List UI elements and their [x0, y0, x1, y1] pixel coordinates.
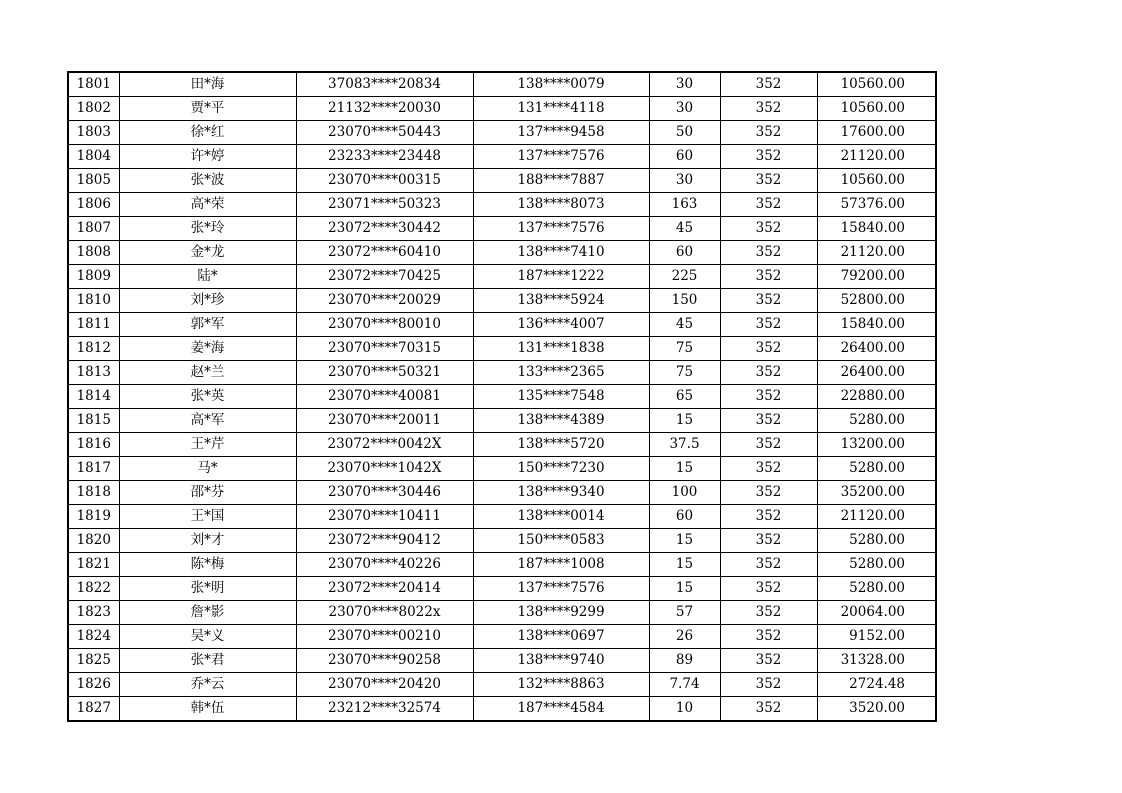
- name-cell: 贾*平: [119, 97, 296, 121]
- phone-cell: 131****1838: [473, 337, 649, 361]
- phone-cell: 187****1222: [473, 265, 649, 289]
- name-cell: 郭*军: [119, 313, 296, 337]
- phone-cell: 138****9740: [473, 649, 649, 673]
- quantity-cell: 15: [649, 529, 720, 553]
- quantity-cell: 225: [649, 265, 720, 289]
- amount-cell: 79200.00: [817, 265, 936, 289]
- id-number-cell: 23070****00315: [296, 169, 473, 193]
- amount-cell: 26400.00: [817, 361, 936, 385]
- row-number-cell: 1818: [68, 481, 119, 505]
- unit-price-cell: 352: [720, 673, 817, 697]
- amount-cell: 10560.00: [817, 169, 936, 193]
- unit-price-cell: 352: [720, 265, 817, 289]
- name-cell: 韩*伍: [119, 697, 296, 722]
- id-number-cell: 23233****23448: [296, 145, 473, 169]
- amount-cell: 9152.00: [817, 625, 936, 649]
- name-cell: 张*明: [119, 577, 296, 601]
- quantity-cell: 75: [649, 361, 720, 385]
- name-cell: 刘*才: [119, 529, 296, 553]
- amount-cell: 35200.00: [817, 481, 936, 505]
- quantity-cell: 15: [649, 409, 720, 433]
- name-cell: 张*君: [119, 649, 296, 673]
- quantity-cell: 15: [649, 577, 720, 601]
- quantity-cell: 60: [649, 505, 720, 529]
- table-row: [68, 457, 936, 481]
- amount-cell: 5280.00: [817, 553, 936, 577]
- data-table: [67, 71, 937, 722]
- quantity-cell: 45: [649, 217, 720, 241]
- unit-price-cell: 352: [720, 481, 817, 505]
- amount-cell: 57376.00: [817, 193, 936, 217]
- table-row: [68, 265, 936, 289]
- unit-price-cell: 352: [720, 241, 817, 265]
- id-number-cell: 23072****60410: [296, 241, 473, 265]
- row-number-cell: 1813: [68, 361, 119, 385]
- quantity-cell: 60: [649, 145, 720, 169]
- id-number-cell: 23072****30442: [296, 217, 473, 241]
- quantity-cell: 15: [649, 457, 720, 481]
- quantity-cell: 30: [649, 72, 720, 97]
- id-number-cell: 23212****32574: [296, 697, 473, 722]
- table-row: [68, 433, 936, 457]
- table-row: [68, 481, 936, 505]
- name-cell: 陈*梅: [119, 553, 296, 577]
- row-number-cell: 1809: [68, 265, 119, 289]
- row-number-cell: 1820: [68, 529, 119, 553]
- table-row: [68, 72, 936, 97]
- quantity-cell: 15: [649, 553, 720, 577]
- amount-cell: 26400.00: [817, 337, 936, 361]
- id-number-cell: 23070****20420: [296, 673, 473, 697]
- id-number-cell: 23072****0042X: [296, 433, 473, 457]
- name-cell: 高*荣: [119, 193, 296, 217]
- id-number-cell: 23070****10411: [296, 505, 473, 529]
- row-number-cell: 1801: [68, 72, 119, 97]
- id-number-cell: 23070****50321: [296, 361, 473, 385]
- row-number-cell: 1811: [68, 313, 119, 337]
- table-row: [68, 313, 936, 337]
- id-number-cell: 23070****40081: [296, 385, 473, 409]
- amount-cell: 5280.00: [817, 457, 936, 481]
- phone-cell: 187****1008: [473, 553, 649, 577]
- amount-cell: 17600.00: [817, 121, 936, 145]
- name-cell: 邵*芬: [119, 481, 296, 505]
- unit-price-cell: 352: [720, 649, 817, 673]
- name-cell: 王*国: [119, 505, 296, 529]
- unit-price-cell: 352: [720, 217, 817, 241]
- phone-cell: 133****2365: [473, 361, 649, 385]
- row-number-cell: 1819: [68, 505, 119, 529]
- id-number-cell: 23071****50323: [296, 193, 473, 217]
- quantity-cell: 65: [649, 385, 720, 409]
- table-row: [68, 289, 936, 313]
- id-number-cell: 37083****20834: [296, 72, 473, 97]
- table-row: [68, 601, 936, 625]
- amount-cell: 21120.00: [817, 145, 936, 169]
- id-number-cell: 21132****20030: [296, 97, 473, 121]
- name-cell: 许*婷: [119, 145, 296, 169]
- name-cell: 张*波: [119, 169, 296, 193]
- id-number-cell: 23070****1042X: [296, 457, 473, 481]
- table-row: [68, 409, 936, 433]
- name-cell: 詹*影: [119, 601, 296, 625]
- phone-cell: 138****7410: [473, 241, 649, 265]
- table-row: [68, 361, 936, 385]
- quantity-cell: 37.5: [649, 433, 720, 457]
- unit-price-cell: 352: [720, 433, 817, 457]
- amount-cell: 22880.00: [817, 385, 936, 409]
- phone-cell: 137****7576: [473, 145, 649, 169]
- row-number-cell: 1826: [68, 673, 119, 697]
- row-number-cell: 1802: [68, 97, 119, 121]
- unit-price-cell: 352: [720, 121, 817, 145]
- phone-cell: 150****7230: [473, 457, 649, 481]
- unit-price-cell: 352: [720, 457, 817, 481]
- phone-cell: 138****0014: [473, 505, 649, 529]
- phone-cell: 135****7548: [473, 385, 649, 409]
- unit-price-cell: 352: [720, 313, 817, 337]
- phone-cell: 138****0079: [473, 72, 649, 97]
- amount-cell: 5280.00: [817, 577, 936, 601]
- table-row: [68, 505, 936, 529]
- amount-cell: 31328.00: [817, 649, 936, 673]
- id-number-cell: 23070****20011: [296, 409, 473, 433]
- unit-price-cell: 352: [720, 553, 817, 577]
- id-number-cell: 23070****8022x: [296, 601, 473, 625]
- table-row: [68, 529, 936, 553]
- id-number-cell: 23070****00210: [296, 625, 473, 649]
- row-number-cell: 1807: [68, 217, 119, 241]
- row-number-cell: 1824: [68, 625, 119, 649]
- id-number-cell: 23070****40226: [296, 553, 473, 577]
- quantity-cell: 57: [649, 601, 720, 625]
- id-number-cell: 23070****70315: [296, 337, 473, 361]
- quantity-cell: 75: [649, 337, 720, 361]
- phone-cell: 138****0697: [473, 625, 649, 649]
- name-cell: 姜*海: [119, 337, 296, 361]
- table-row: [68, 577, 936, 601]
- row-number-cell: 1803: [68, 121, 119, 145]
- unit-price-cell: 352: [720, 529, 817, 553]
- table-row: [68, 145, 936, 169]
- quantity-cell: 150: [649, 289, 720, 313]
- phone-cell: 187****4584: [473, 697, 649, 722]
- amount-cell: 15840.00: [817, 313, 936, 337]
- row-number-cell: 1805: [68, 169, 119, 193]
- row-number-cell: 1821: [68, 553, 119, 577]
- phone-cell: 188****7887: [473, 169, 649, 193]
- unit-price-cell: 352: [720, 169, 817, 193]
- name-cell: 赵*兰: [119, 361, 296, 385]
- unit-price-cell: 352: [720, 97, 817, 121]
- quantity-cell: 89: [649, 649, 720, 673]
- table-row: [68, 193, 936, 217]
- row-number-cell: 1825: [68, 649, 119, 673]
- quantity-cell: 60: [649, 241, 720, 265]
- table-row: [68, 385, 936, 409]
- phone-cell: 138****5720: [473, 433, 649, 457]
- unit-price-cell: 352: [720, 361, 817, 385]
- unit-price-cell: 352: [720, 601, 817, 625]
- unit-price-cell: 352: [720, 697, 817, 722]
- unit-price-cell: 352: [720, 145, 817, 169]
- row-number-cell: 1815: [68, 409, 119, 433]
- phone-cell: 137****7576: [473, 577, 649, 601]
- unit-price-cell: 352: [720, 577, 817, 601]
- amount-cell: 20064.00: [817, 601, 936, 625]
- id-number-cell: 23072****70425: [296, 265, 473, 289]
- amount-cell: 21120.00: [817, 505, 936, 529]
- name-cell: 刘*珍: [119, 289, 296, 313]
- id-number-cell: 23072****20414: [296, 577, 473, 601]
- name-cell: 马*: [119, 457, 296, 481]
- table-body: [68, 72, 936, 721]
- phone-cell: 138****4389: [473, 409, 649, 433]
- phone-cell: 131****4118: [473, 97, 649, 121]
- table-row: [68, 553, 936, 577]
- table-row: [68, 625, 936, 649]
- id-number-cell: 23070****90258: [296, 649, 473, 673]
- table-row: [68, 337, 936, 361]
- name-cell: 徐*红: [119, 121, 296, 145]
- table-row: [68, 649, 936, 673]
- unit-price-cell: 352: [720, 625, 817, 649]
- row-number-cell: 1816: [68, 433, 119, 457]
- amount-cell: 5280.00: [817, 529, 936, 553]
- id-number-cell: 23070****80010: [296, 313, 473, 337]
- unit-price-cell: 352: [720, 385, 817, 409]
- unit-price-cell: 352: [720, 72, 817, 97]
- name-cell: 王*芹: [119, 433, 296, 457]
- phone-cell: 150****0583: [473, 529, 649, 553]
- amount-cell: 10560.00: [817, 97, 936, 121]
- amount-cell: 3520.00: [817, 697, 936, 722]
- name-cell: 陆*: [119, 265, 296, 289]
- quantity-cell: 163: [649, 193, 720, 217]
- phone-cell: 138****5924: [473, 289, 649, 313]
- id-number-cell: 23072****90412: [296, 529, 473, 553]
- quantity-cell: 50: [649, 121, 720, 145]
- amount-cell: 52800.00: [817, 289, 936, 313]
- id-number-cell: 23070****50443: [296, 121, 473, 145]
- table-row: [68, 169, 936, 193]
- amount-cell: 15840.00: [817, 217, 936, 241]
- phone-cell: 132****8863: [473, 673, 649, 697]
- row-number-cell: 1827: [68, 697, 119, 722]
- name-cell: 金*龙: [119, 241, 296, 265]
- name-cell: 张*玲: [119, 217, 296, 241]
- quantity-cell: 30: [649, 169, 720, 193]
- unit-price-cell: 352: [720, 409, 817, 433]
- table-row: [68, 697, 936, 722]
- amount-cell: 13200.00: [817, 433, 936, 457]
- row-number-cell: 1810: [68, 289, 119, 313]
- table-row: [68, 97, 936, 121]
- quantity-cell: 45: [649, 313, 720, 337]
- quantity-cell: 30: [649, 97, 720, 121]
- name-cell: 张*英: [119, 385, 296, 409]
- unit-price-cell: 352: [720, 193, 817, 217]
- quantity-cell: 100: [649, 481, 720, 505]
- amount-cell: 21120.00: [817, 241, 936, 265]
- table-row: [68, 121, 936, 145]
- phone-cell: 138****9340: [473, 481, 649, 505]
- row-number-cell: 1808: [68, 241, 119, 265]
- row-number-cell: 1822: [68, 577, 119, 601]
- id-number-cell: 23070****20029: [296, 289, 473, 313]
- phone-cell: 137****9458: [473, 121, 649, 145]
- row-number-cell: 1817: [68, 457, 119, 481]
- phone-cell: 138****9299: [473, 601, 649, 625]
- phone-cell: 138****8073: [473, 193, 649, 217]
- unit-price-cell: 352: [720, 289, 817, 313]
- name-cell: 乔*云: [119, 673, 296, 697]
- name-cell: 吴*义: [119, 625, 296, 649]
- name-cell: 田*海: [119, 72, 296, 97]
- row-number-cell: 1812: [68, 337, 119, 361]
- amount-cell: 10560.00: [817, 72, 936, 97]
- phone-cell: 137****7576: [473, 217, 649, 241]
- amount-cell: 2724.48: [817, 673, 936, 697]
- unit-price-cell: 352: [720, 505, 817, 529]
- quantity-cell: 7.74: [649, 673, 720, 697]
- phone-cell: 136****4007: [473, 313, 649, 337]
- quantity-cell: 26: [649, 625, 720, 649]
- name-cell: 高*军: [119, 409, 296, 433]
- table-row: [68, 673, 936, 697]
- table-row: [68, 241, 936, 265]
- row-number-cell: 1804: [68, 145, 119, 169]
- amount-cell: 5280.00: [817, 409, 936, 433]
- row-number-cell: 1823: [68, 601, 119, 625]
- unit-price-cell: 352: [720, 337, 817, 361]
- id-number-cell: 23070****30446: [296, 481, 473, 505]
- quantity-cell: 10: [649, 697, 720, 722]
- table-row: [68, 217, 936, 241]
- row-number-cell: 1806: [68, 193, 119, 217]
- row-number-cell: 1814: [68, 385, 119, 409]
